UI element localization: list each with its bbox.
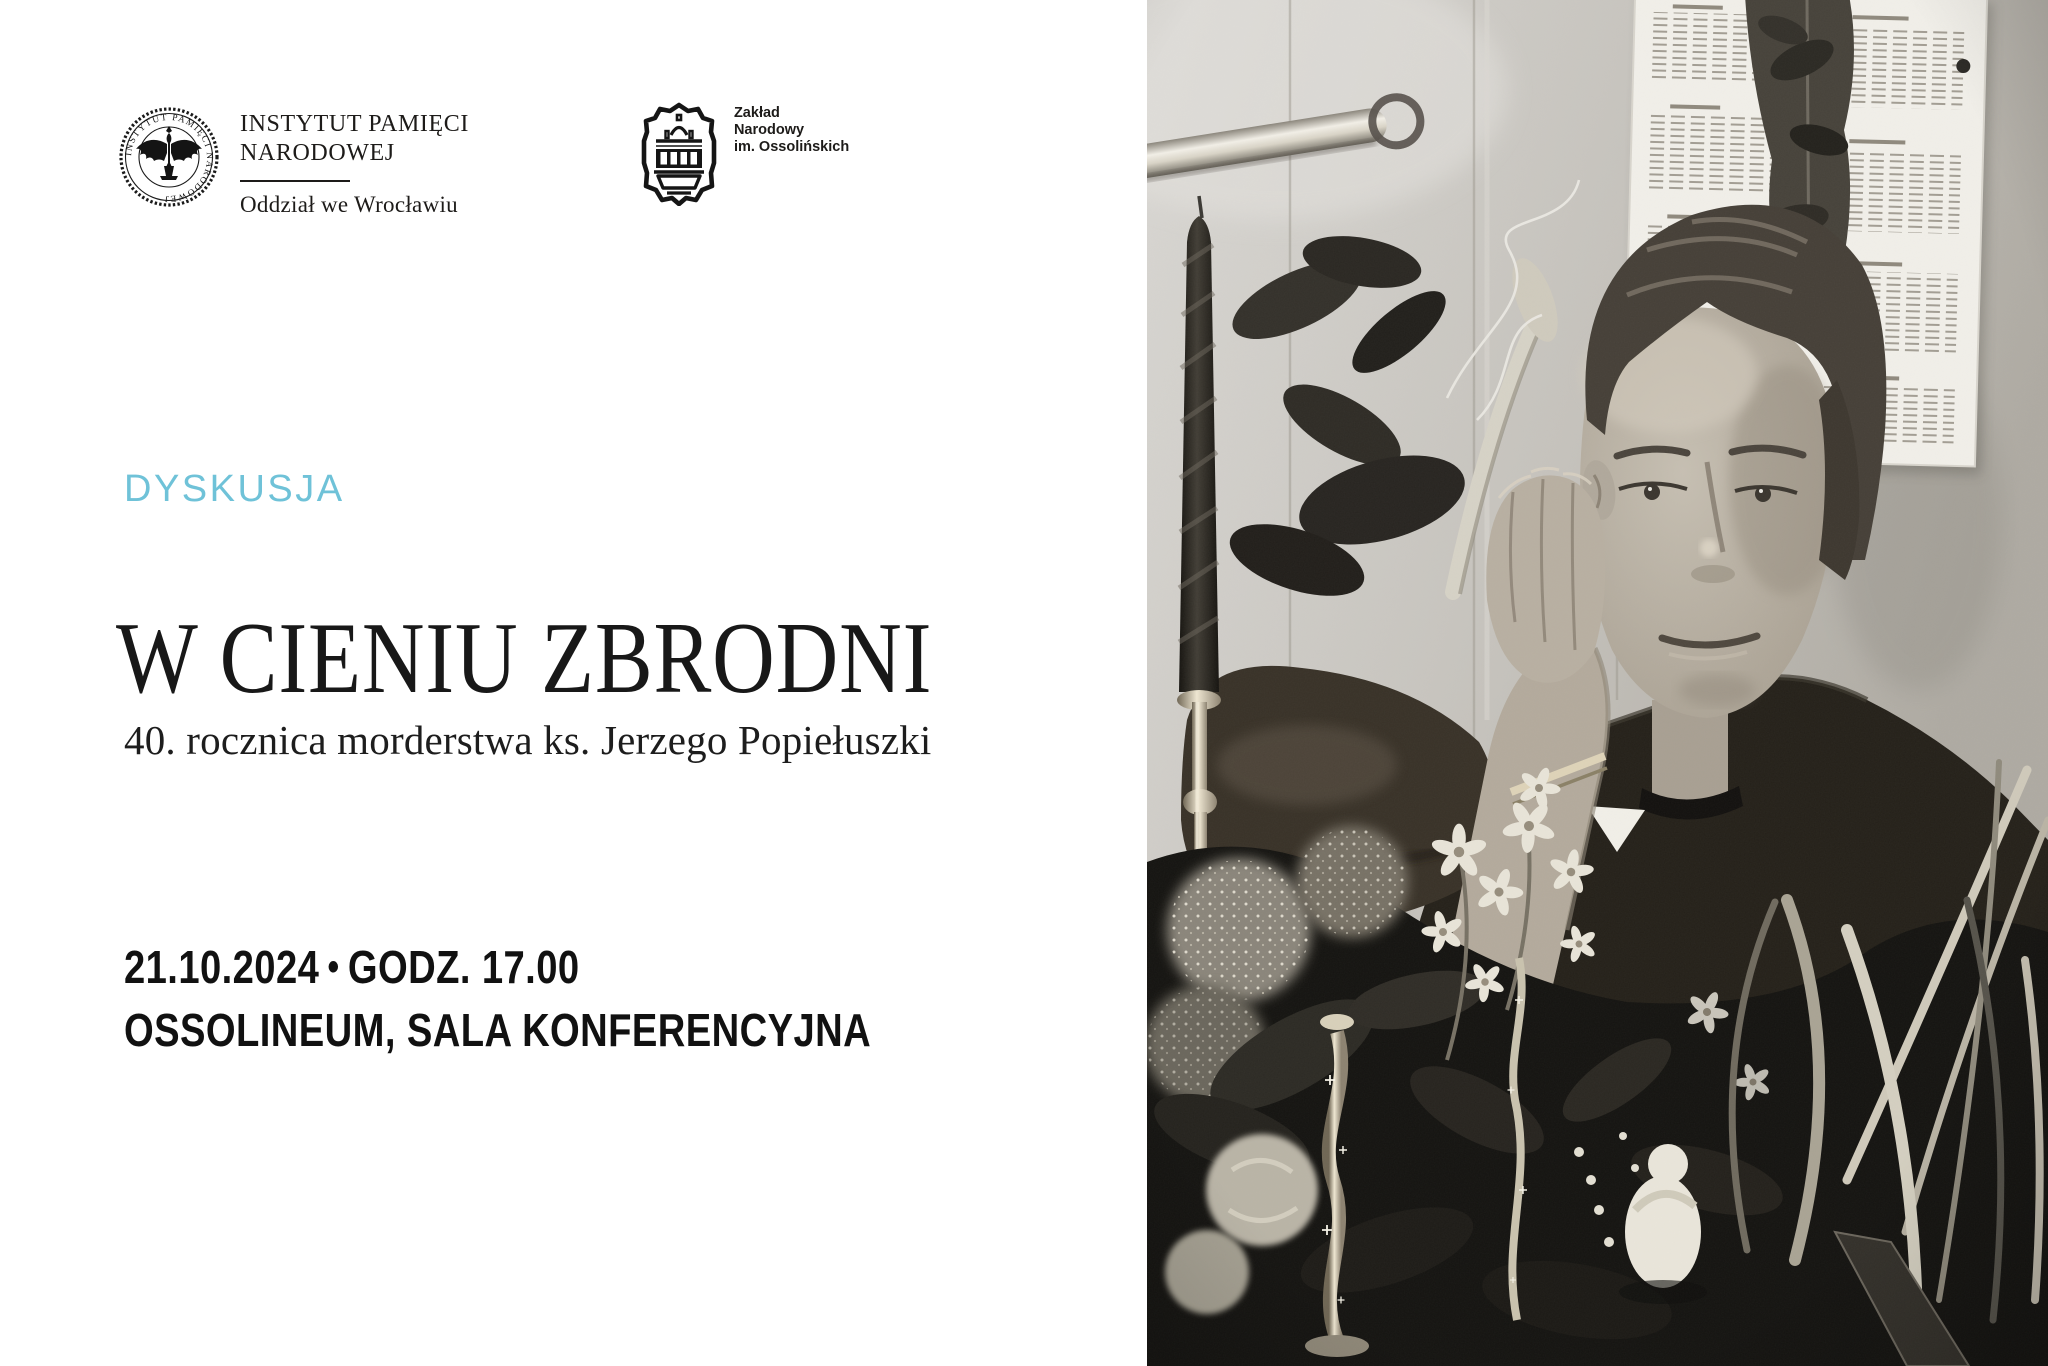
photo-vignette — [1147, 0, 2048, 1366]
ipn-name-line2: NARODOWEJ — [240, 140, 395, 167]
ipn-eagle-icon — [136, 126, 202, 180]
event-details — [124, 936, 871, 1062]
ossolineum-wordmark — [734, 102, 849, 156]
event-subtitle: 40. rocznica morderstwa ks. Jerzego Popiełuszki — [124, 717, 932, 763]
ossolineum-line2: Narodowy — [733, 122, 805, 139]
event-category-label: DYSKUSJA — [124, 468, 345, 510]
ipn-name-line1: INSTYTUT PAMIĘCI — [240, 111, 469, 137]
event-date-time — [124, 936, 871, 999]
ipn-division: Oddział we Wrocławiu — [240, 191, 458, 217]
event-date: 21.10.2024 — [124, 941, 320, 993]
event-photo — [1147, 0, 2048, 1366]
event-time: GODZ. 17.00 — [347, 941, 580, 993]
ipn-seal-icon — [118, 102, 220, 210]
ossolineum-line3: im. Ossolińskich — [733, 139, 850, 156]
separator-dot: • — [327, 945, 340, 989]
ossolineum-line1: Zakład — [733, 105, 780, 121]
ipn-seal-arc-text: INSTYTUT PAMIĘCI NARODOWEJ — [124, 112, 215, 204]
ipn-logo — [118, 102, 469, 218]
photo-illustration — [1147, 0, 2048, 1366]
partner-logos — [118, 102, 849, 218]
event-venue: OSSOLINEUM, SALA KONFERENCYJNA — [124, 1004, 872, 1057]
ipn-divider — [240, 180, 350, 182]
ossolineum-logo — [641, 102, 849, 206]
ipn-wordmark — [240, 102, 469, 218]
event-title: W CIENIU ZBRODNI — [116, 602, 933, 715]
ossolineum-badge-icon — [641, 102, 717, 206]
